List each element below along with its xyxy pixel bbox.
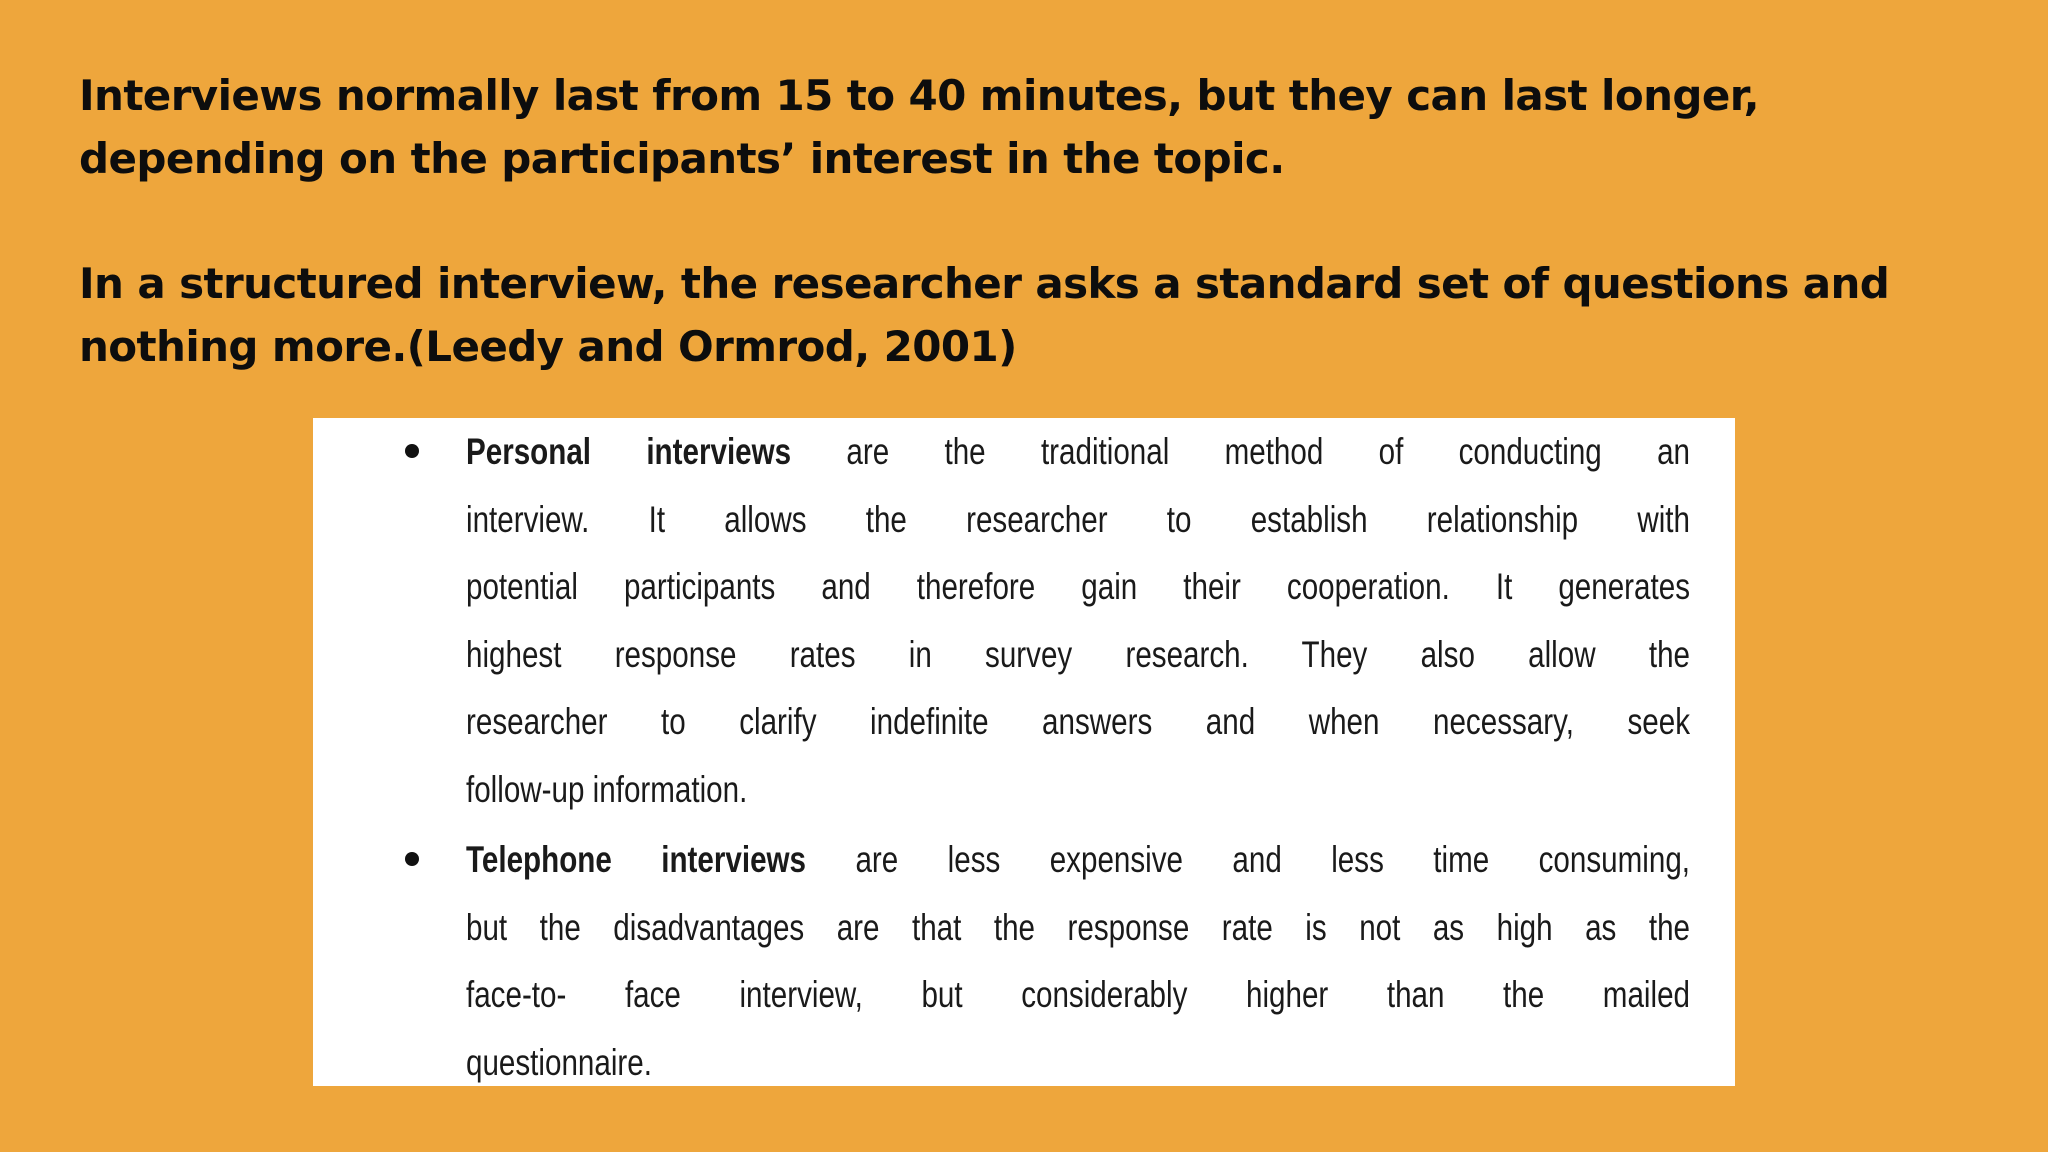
bullet-text [466, 826, 1690, 1096]
bullet-line: but the disadvantages are that the response rate is not as high as the [466, 906, 1690, 948]
bullet-line: potential participants and therefore gain their cooperation. It generates [466, 566, 1690, 607]
paragraph-line: Interviews normally last from 15 to 40 minutes, but they can last longer, [79, 71, 1760, 120]
bullet-line: interview. It allows the researcher to establish relationship with [466, 498, 1690, 540]
bullet-line: questionnaire. [466, 1041, 652, 1083]
paragraph-line: In a structured interview, the researcher asks a standard set of questions and [79, 259, 1890, 308]
bullet-line: face-to- face interview, but considerably higher than the mailed [466, 974, 1690, 1015]
scanned-text-excerpt [313, 418, 1735, 1086]
bullet-text [466, 418, 1690, 823]
bullet-dot-icon [405, 444, 419, 458]
structured-interview-paragraph [79, 252, 1979, 378]
bullet-first-line-rest: are the traditional method of conducting an [846, 431, 1690, 472]
bullet-line: highest response rates in survey research. They also allow the [466, 633, 1690, 675]
bullet-term: Personal interviews [466, 431, 792, 472]
bullet-term: Telephone interviews [466, 839, 807, 880]
bullet-first-line [466, 826, 1690, 894]
bullet-first-line-rest: are less expensive and less time consuming, [855, 839, 1690, 880]
bullet-line: follow-up information. [466, 768, 748, 810]
paragraph-line: nothing more.(Leedy and Ormrod, 2001) [79, 322, 1017, 371]
interview-duration-paragraph [79, 64, 1979, 190]
bullet-dot-icon [405, 852, 419, 866]
bullet-line: researcher to clarify indefinite answers and when necessary, seek [466, 701, 1690, 742]
bullet-first-line [466, 418, 1690, 486]
paragraph-line: depending on the participants’ interest in the topic. [79, 134, 1285, 183]
